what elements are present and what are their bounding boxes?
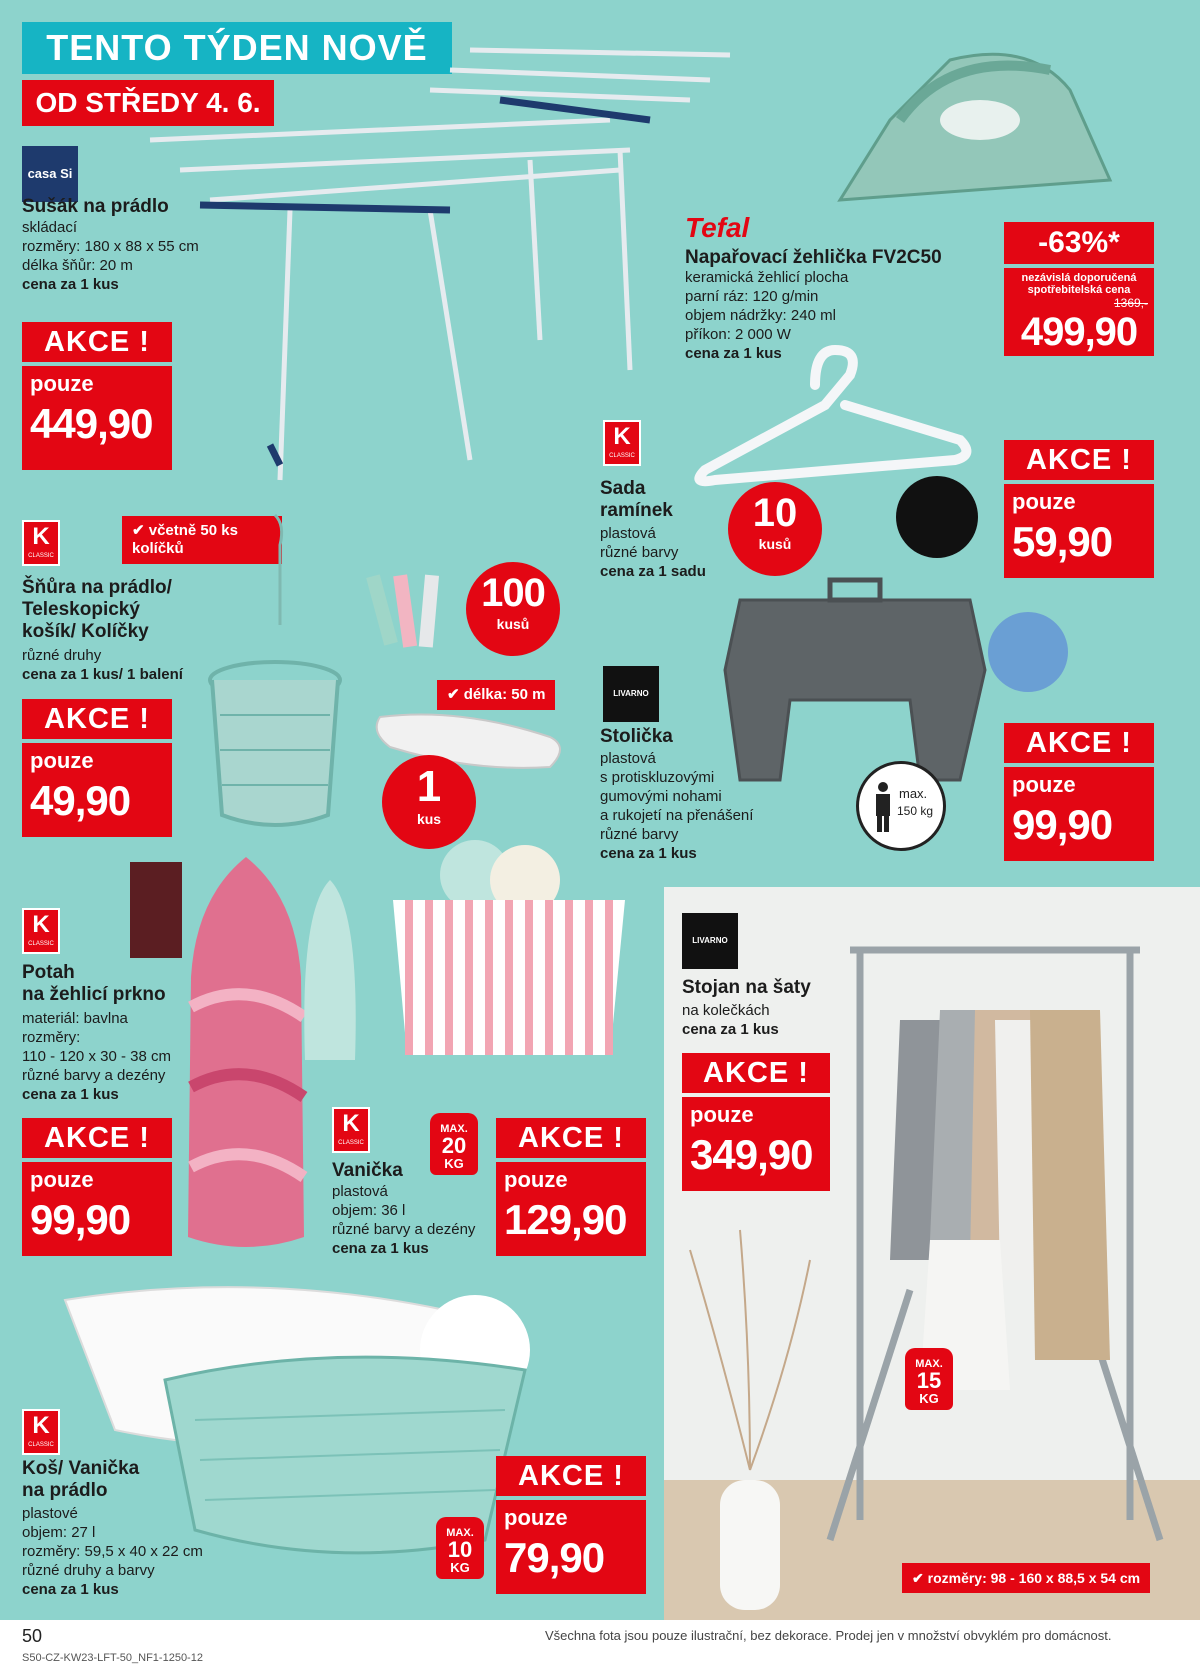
akce-label: AKCE !: [22, 1118, 172, 1158]
desc-line: rozměry:: [22, 1029, 81, 1046]
price-tag-tub: [496, 1118, 646, 1256]
stool-color-blue: [988, 612, 1068, 692]
price-box: [22, 1162, 172, 1256]
pouze-label: pouze: [1012, 489, 1076, 514]
kclassic-logo: [22, 520, 60, 566]
rrp-label: nezávislá doporučená spotřebitelská cena: [1021, 272, 1137, 296]
livarno-logo: LIVARNO: [603, 666, 659, 722]
akce-label: AKCE !: [1004, 440, 1154, 480]
tefal-logo: Tefal: [685, 212, 750, 243]
disclaimer: Všechna fota jsou pouze ilustrační, bez dekorace. Prodej jen v množství obvyklém pro domácnost.: [545, 1628, 1112, 1643]
print-code: S50-CZ-KW23-LFT-50_NF1-1250-12: [22, 1652, 203, 1664]
price-box: [496, 1162, 646, 1256]
pampas-vase-image: [680, 1230, 820, 1610]
desc-line: cena za 1 kus: [600, 845, 697, 862]
board-cover-title: [22, 962, 222, 1006]
discount-percent: -63%*: [1004, 222, 1154, 264]
price-value: 349,90: [690, 1131, 813, 1178]
desc-line: různé barvy a dezény: [22, 1067, 166, 1084]
desc-line: objem nádržky: 240 ml: [685, 307, 836, 324]
max-label: MAX.: [440, 1123, 468, 1135]
price-box: [682, 1097, 830, 1191]
clothespins-image: [370, 570, 470, 660]
pouze-label: pouze: [30, 1167, 94, 1192]
desc-line: plastové: [22, 1505, 78, 1522]
desc-line: různé druhy a barvy: [22, 1562, 155, 1579]
price-box: [22, 366, 172, 470]
price-value: 99,90: [30, 1196, 131, 1243]
desc-line: cena za 1 kus: [685, 345, 782, 362]
page-number: 50: [22, 1626, 43, 1646]
price-tag-laundry-basket: [496, 1456, 646, 1594]
count-number: 10: [752, 491, 798, 535]
desc-line: materiál: bavlna: [22, 1010, 128, 1027]
price-box: [22, 743, 172, 837]
kclassic-logo: [22, 1409, 60, 1455]
pouze-label: pouze: [504, 1167, 568, 1192]
weight-unit: KG: [919, 1391, 939, 1406]
weight-unit: KG: [444, 1156, 464, 1171]
desc-line: příkon: 2 000 W: [685, 326, 791, 343]
price-box: [1004, 484, 1154, 578]
tag-line: kolíčků: [132, 540, 184, 557]
price-value: 59,90: [1012, 518, 1113, 565]
price-tag-clothesline: [22, 699, 172, 837]
desc-line: plastová: [600, 750, 656, 767]
desc-line: 110 - 120 x 30 - 38 cm: [22, 1048, 171, 1065]
ironing-board-cover-image: [186, 857, 306, 1257]
rrp-price: 1369,-: [1113, 296, 1148, 310]
price-value: 499,90: [1020, 310, 1138, 354]
desc-line: cena za 1 kus: [22, 276, 119, 293]
price-tag-hangers: [1004, 440, 1154, 578]
akce-label: AKCE !: [22, 699, 172, 739]
stool-title: Stolička: [600, 726, 673, 747]
max-weight-10kg: [436, 1517, 484, 1579]
desc-line: cena za 1 kus: [332, 1240, 429, 1257]
desc-line: různé druhy: [22, 647, 102, 664]
desc-line: gumovými nohami: [600, 788, 722, 805]
price-tag-stool: [1004, 723, 1154, 861]
clothes-rack-image: [830, 940, 1160, 1570]
ironing-board-cover-alt-image: [300, 880, 360, 1060]
price-value: 99,90: [1012, 801, 1113, 848]
clothesline-title: [22, 577, 222, 643]
title-line: Koš/ Vanička: [22, 1458, 140, 1479]
pouze-label: pouze: [1012, 772, 1076, 797]
desc-line: keramická žehlicí plocha: [685, 269, 849, 286]
max-load-badge: [856, 761, 946, 851]
title-line: košík/ Kolíčky: [22, 621, 149, 642]
classic-text: CLASSIC: [28, 553, 54, 559]
desc-line: objem: 36 l: [332, 1202, 406, 1219]
max-label: MAX.: [915, 1358, 943, 1370]
desc-line: cena za 1 kus: [22, 1086, 119, 1103]
tub-image: [385, 840, 645, 1060]
classic-text: CLASSIC: [338, 1140, 364, 1146]
weight-number: 15: [916, 1368, 942, 1393]
price-value: 449,90: [30, 400, 153, 447]
title-line: ramínek: [600, 500, 673, 521]
desc-line: na kolečkách: [682, 1002, 770, 1019]
akce-label: AKCE !: [496, 1456, 646, 1496]
k-letter: K: [32, 1412, 50, 1439]
count-unit: kusů: [758, 536, 792, 552]
max-value: 150 kg: [897, 804, 934, 818]
price-value: 79,90: [504, 1534, 605, 1581]
max-label: max.: [899, 786, 928, 801]
k-letter: K: [32, 523, 50, 550]
desc-line: skládací: [22, 219, 78, 236]
max-weight-15kg: [905, 1348, 953, 1410]
akce-label: AKCE !: [22, 322, 172, 362]
desc-line: cena za 1 kus: [22, 1581, 119, 1598]
desc-line: cena za 1 sadu: [600, 563, 706, 580]
desc-line: plastová: [600, 525, 656, 542]
desc-line: cena za 1 kus: [682, 1021, 779, 1038]
weight-number: 20: [441, 1133, 467, 1158]
classic-text: CLASSIC: [28, 1442, 54, 1448]
k-letter: K: [32, 911, 50, 938]
length-tag: ✔ délka: 50 m: [437, 680, 555, 710]
peg-basket-image: [200, 515, 350, 835]
desc-line: rozměry: 59,5 x 40 x 22 cm: [22, 1543, 203, 1560]
kclassic-logo: [603, 420, 641, 466]
max-weight-20kg: [430, 1113, 478, 1175]
hangers-desc: [600, 524, 730, 581]
classic-text: CLASSIC: [609, 453, 635, 459]
price-box: [496, 1500, 646, 1594]
desc-line: různé barvy: [600, 826, 679, 843]
discount-tag: [1004, 222, 1154, 356]
desc-line: rozměry: 180 x 88 x 55 cm: [22, 238, 199, 255]
price-tag-board-cover: [22, 1118, 172, 1256]
desc-line: objem: 27 l: [22, 1524, 96, 1541]
akce-label: AKCE !: [496, 1118, 646, 1158]
hanger-color-black: [896, 476, 978, 558]
desc-line: plastová: [332, 1183, 388, 1200]
desc-line: parní ráz: 120 g/min: [685, 288, 819, 305]
hangers-title: [600, 478, 720, 522]
cotton-africa-logo: [130, 862, 182, 958]
price-tag-drying-rack: [22, 322, 172, 470]
desc-line: cena za 1 kus/ 1 balení: [22, 666, 183, 683]
count-badge-10: [728, 482, 822, 576]
akce-label: AKCE !: [682, 1053, 830, 1093]
header-banner: TENTO TÝDEN NOVĚ: [22, 22, 452, 74]
count-number: 1: [416, 762, 442, 811]
k-letter: K: [342, 1110, 360, 1137]
desc-line: různé barvy: [600, 544, 679, 561]
pouze-label: pouze: [690, 1102, 754, 1127]
count-badge-1: [382, 755, 476, 849]
drying-rack-title: Sušák na prádlo: [22, 196, 169, 217]
count-unit: kus: [416, 811, 442, 827]
classic-text: CLASSIC: [28, 941, 54, 947]
board-cover-desc: [22, 1009, 202, 1104]
price-value: 129,90: [504, 1196, 627, 1243]
weight-number: 10: [447, 1537, 473, 1562]
tub-title: Vanička: [332, 1160, 403, 1181]
count-badge-100: [466, 562, 560, 656]
title-line: na žehlicí prkno: [22, 984, 166, 1005]
tag-line: ✔ včetně 50 ks: [132, 522, 238, 539]
clothes-rack-title: Stojan na šaty: [682, 977, 811, 998]
desc-line: délka šňůr: 20 m: [22, 257, 133, 274]
price-tag-clothes-rack: [682, 1053, 830, 1191]
steam-iron-title: Napařovací žehlička FV2C50: [685, 247, 942, 268]
kclassic-logo: [332, 1107, 370, 1153]
pouze-label: pouze: [504, 1505, 568, 1530]
count-number: 100: [481, 571, 545, 615]
header-date: OD STŘEDY 4. 6.: [22, 80, 274, 126]
max-label: MAX.: [446, 1527, 474, 1539]
person-icon: [873, 782, 893, 832]
price-box: [1004, 767, 1154, 861]
drying-rack-desc: [22, 218, 252, 294]
title-line: Teleskopický: [22, 599, 140, 620]
clothesline-desc: [22, 646, 222, 684]
title-line: Sada: [600, 478, 646, 499]
discount-box: [1004, 268, 1154, 356]
pouze-label: pouze: [30, 371, 94, 396]
desc-line: různé barvy a dezény: [332, 1221, 476, 1238]
kclassic-logo: [22, 908, 60, 954]
dimensions-tag: ✔ rozměry: 98 - 160 x 88,5 x 54 cm: [902, 1563, 1150, 1593]
title-line: Potah: [22, 962, 75, 983]
k-letter: K: [613, 423, 631, 450]
desc-line: a rukojetí na přenášení: [600, 807, 754, 824]
title-line: na prádlo: [22, 1480, 108, 1501]
laundry-basket-desc: [22, 1504, 222, 1599]
price-value: 49,90: [30, 777, 131, 824]
laundry-basket-title: [22, 1458, 222, 1502]
akce-label: AKCE !: [1004, 723, 1154, 763]
steam-iron-image: [830, 30, 1120, 220]
livarno-logo: LIVARNO: [682, 913, 738, 969]
title-line: Šňůra na prádlo/: [22, 577, 172, 598]
tub-desc: [332, 1182, 482, 1258]
pouze-label: pouze: [30, 748, 94, 773]
casasi-logo: casa Si: [22, 146, 78, 202]
count-unit: kusů: [496, 616, 530, 632]
weight-unit: KG: [450, 1560, 470, 1575]
desc-line: s protiskluzovými: [600, 769, 715, 786]
